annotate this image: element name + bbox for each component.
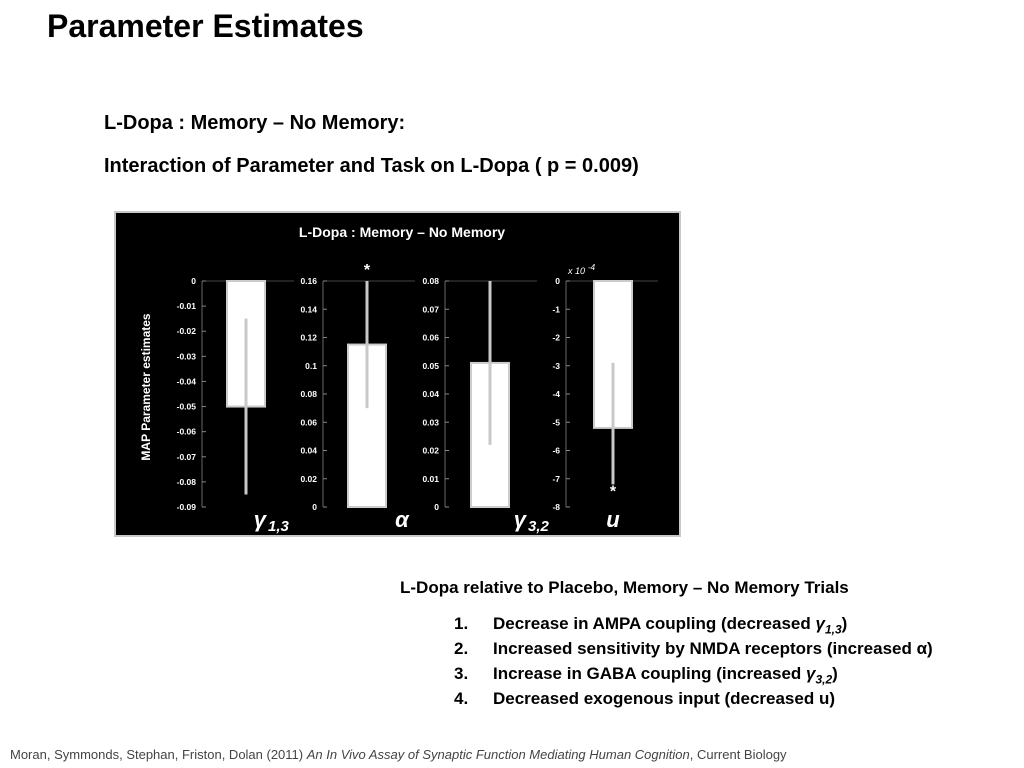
parameter-label: γ bbox=[253, 507, 266, 532]
parameter-subscript: 3,2 bbox=[528, 518, 549, 535]
parameter-subscript: 1,3 bbox=[268, 518, 289, 535]
y-tick-label: 0.14 bbox=[300, 304, 317, 315]
y-tick-label: 0 bbox=[434, 502, 439, 512]
parameter-label: γ bbox=[513, 507, 526, 532]
y-tick-label: 0.08 bbox=[300, 389, 317, 399]
parameter-label: u bbox=[606, 507, 620, 532]
finding-text: Increase in GABA coupling (increased bbox=[493, 664, 807, 683]
citation bbox=[10, 747, 787, 762]
citation-authors: Moran, Symmonds, Stephan, Friston, Dolan (2011) bbox=[10, 747, 307, 762]
citation-paper-title: An In Vivo Assay of Synaptic Function Mediating Human Cognition bbox=[306, 747, 690, 762]
y-tick-label: -0.04 bbox=[176, 376, 196, 387]
findings-heading: L-Dopa relative to Placebo, Memory – No Memory Trials bbox=[400, 578, 849, 597]
y-tick-label: 0.05 bbox=[422, 360, 439, 371]
y-tick-label: 0.06 bbox=[300, 417, 317, 428]
y-tick-label: 0 bbox=[312, 502, 317, 512]
significance-marker: * bbox=[609, 483, 617, 501]
finding-subscript: 3,2 bbox=[815, 672, 833, 687]
y-tick-label: 0 bbox=[555, 276, 560, 286]
significance-marker: * bbox=[363, 262, 371, 279]
y-tick-label: -4 bbox=[552, 389, 560, 399]
y-tick-label: -5 bbox=[552, 417, 560, 428]
finding-number: 2. bbox=[454, 639, 469, 658]
y-tick-label: -0.08 bbox=[176, 476, 196, 487]
y-tick-label: 0.03 bbox=[422, 417, 439, 428]
finding-symbol: γ bbox=[806, 664, 816, 683]
y-axis-label: MAP Parameter estimates bbox=[139, 313, 153, 461]
y-tick-label: 0.02 bbox=[300, 473, 317, 484]
y-tick-label: 0.1 bbox=[305, 360, 317, 371]
finding-text-end: ) bbox=[832, 664, 838, 683]
subtitle-interaction: Interaction of Parameter and Task on L-Dopa ( p = 0.009) bbox=[104, 155, 639, 177]
parameter-chart-panel bbox=[114, 211, 681, 537]
finding-item bbox=[454, 686, 933, 711]
y-tick-label: -8 bbox=[552, 502, 560, 512]
y-tick-label: 0.12 bbox=[300, 332, 317, 343]
finding-item bbox=[454, 611, 933, 636]
y-tick-label: -0.09 bbox=[176, 502, 196, 512]
y-tick-label: 0.04 bbox=[422, 389, 439, 399]
finding-number: 3. bbox=[454, 664, 469, 683]
scale-label: x 10 bbox=[568, 266, 586, 276]
y-tick-label: 0.01 bbox=[422, 473, 439, 484]
scale-exponent: -4 bbox=[588, 263, 596, 272]
y-tick-label: -0.05 bbox=[176, 401, 196, 412]
findings-list bbox=[454, 611, 933, 711]
y-tick-label: -3 bbox=[552, 360, 560, 371]
finding-symbol: γ bbox=[815, 614, 825, 633]
y-tick-label: -1 bbox=[552, 304, 560, 315]
y-tick-label: 0.07 bbox=[422, 304, 439, 315]
y-tick-label: 0.06 bbox=[422, 332, 439, 343]
parameter-chart bbox=[116, 213, 679, 535]
finding-item bbox=[454, 636, 933, 661]
finding-text: Decrease in AMPA coupling (decreased bbox=[493, 614, 816, 633]
subtitle-comparison: L-Dopa : Memory – No Memory: bbox=[104, 112, 406, 134]
y-tick-label: 0.04 bbox=[300, 445, 317, 456]
parameter-label: α bbox=[395, 507, 409, 532]
chart-title: L-Dopa : Memory – No Memory bbox=[298, 224, 506, 240]
y-tick-label: -0.01 bbox=[176, 301, 196, 312]
finding-subscript: 1,3 bbox=[824, 622, 842, 637]
y-tick-label: -6 bbox=[552, 445, 560, 456]
y-tick-label: -0.02 bbox=[176, 326, 196, 337]
y-tick-label: 0.16 bbox=[300, 276, 317, 286]
y-tick-label: -2 bbox=[552, 332, 560, 343]
finding-text: Increased sensitivity by NMDA receptors (increased α) bbox=[493, 639, 933, 658]
y-tick-label: -0.03 bbox=[176, 351, 196, 362]
y-tick-label: -0.06 bbox=[176, 426, 196, 437]
y-tick-label: 0.02 bbox=[422, 445, 439, 456]
y-tick-label: 0 bbox=[191, 276, 196, 286]
finding-text-end: ) bbox=[841, 614, 848, 633]
finding-text: Decreased exogenous input (decreased u) bbox=[493, 689, 835, 708]
finding-number: 1. bbox=[454, 614, 469, 633]
slide-title: Parameter Estimates bbox=[47, 8, 364, 44]
citation-journal: , Current Biology bbox=[689, 747, 787, 762]
y-tick-label: 0.08 bbox=[422, 276, 439, 286]
y-tick-label: -0.07 bbox=[176, 451, 196, 462]
finding-item bbox=[454, 661, 933, 686]
y-tick-label: -7 bbox=[552, 473, 560, 484]
finding-number: 4. bbox=[454, 689, 469, 708]
